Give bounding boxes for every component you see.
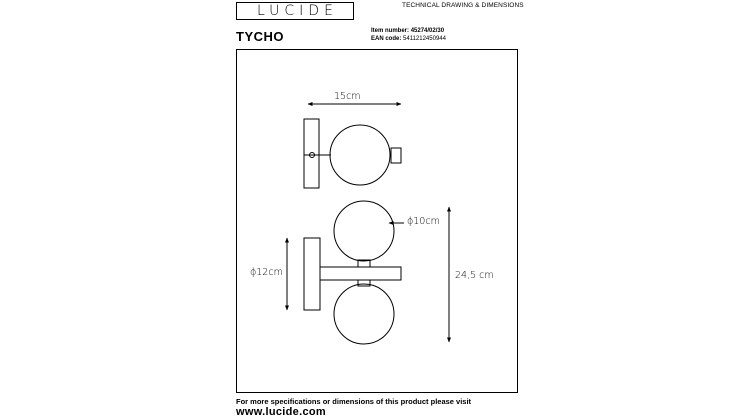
item-number-value: 45274/02/30 — [410, 28, 445, 34]
wall-plate-side — [304, 119, 319, 188]
footer-url-link[interactable]: www.lucide.com — [236, 406, 326, 418]
ean-value: 5411212450944 — [403, 36, 446, 42]
footer-note: For more specifications or dimensions of this product please visit — [236, 397, 472, 406]
logo-text: LUCIDE — [257, 3, 338, 19]
wall-base-plate — [304, 238, 320, 310]
width-dimension-label: 15cm — [334, 91, 361, 102]
base-diameter-label: ϕ12cm — [250, 267, 283, 278]
top-view — [304, 104, 401, 188]
item-number-label: Item number: — [371, 28, 410, 34]
globe-lower — [334, 284, 394, 344]
holder-lower — [358, 280, 370, 286]
ean-label: EAN code: — [371, 36, 402, 42]
height-dimension-label: 24,5 cm — [455, 270, 494, 281]
shade-diameter-label: ϕ10cm — [407, 216, 440, 227]
globe-top-view — [330, 125, 390, 185]
product-name: TYCHO — [236, 29, 284, 44]
globe-upper — [334, 201, 394, 261]
horizontal-arm — [320, 267, 401, 280]
drawing-title: TECHNICAL DRAWING & DIMENSIONS — [402, 2, 524, 9]
arm-end-cap — [391, 148, 401, 163]
